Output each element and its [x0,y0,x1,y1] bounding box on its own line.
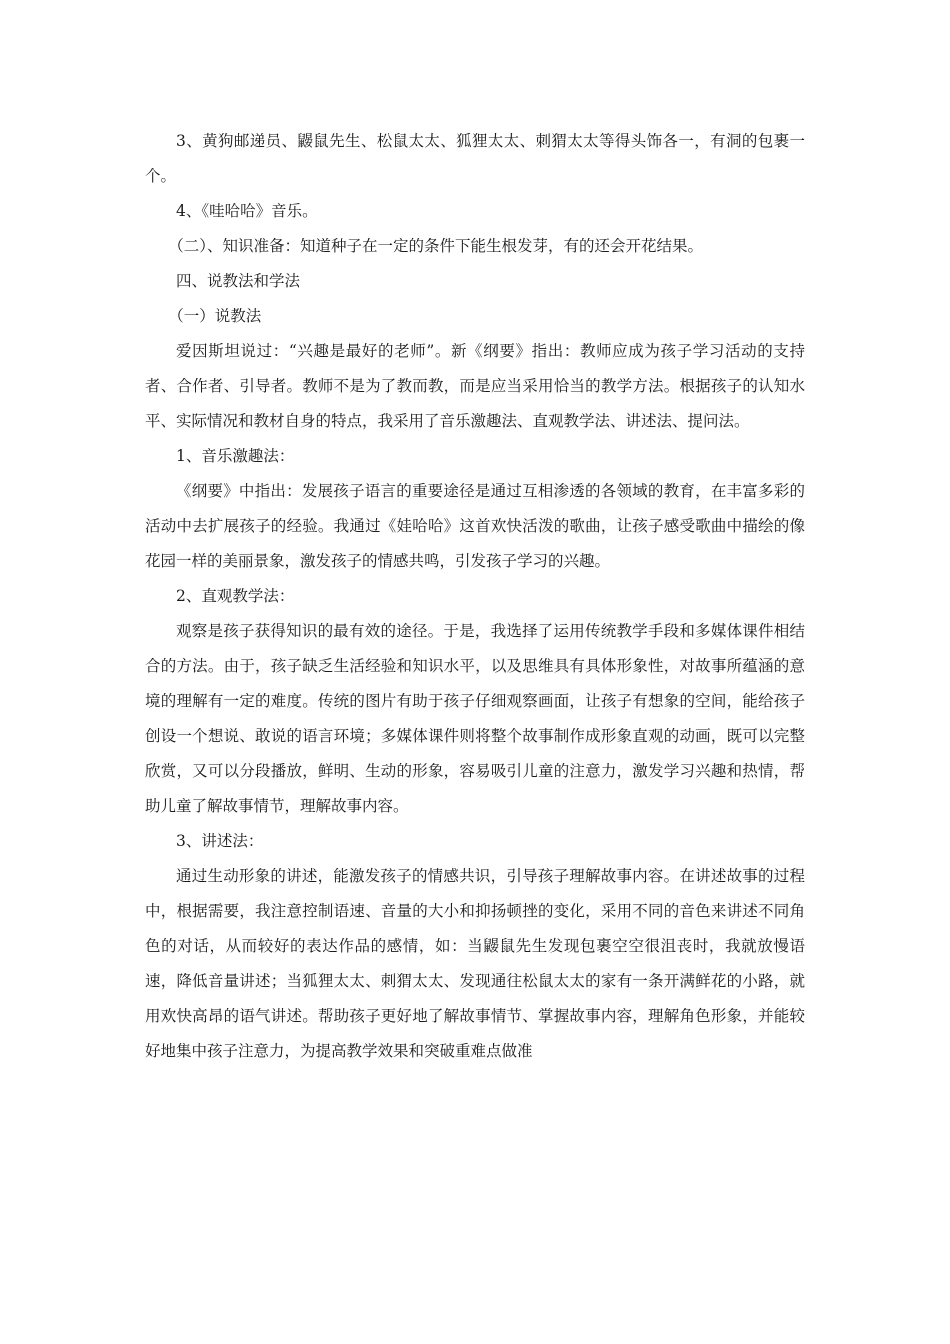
subheading-music-method: 1、音乐激趣法： [176,447,295,465]
paragraph-einstein: 爱因斯坦说过：“兴趣是最好的老师”。新《纲要》指出：教师应成为孩子学习活动的支持者、合作者、引导者。教师不是为了教而教，而是应当采用恰当的教学方法。根据孩子的认知水平、实际情况和教材自身的特点，我采用了音乐激趣法、直观教学法、讲述法、提问法。 [145,342,805,430]
paragraph-materials-3: 3、黄狗邮递员、鼹鼠先生、松鼠太太、狐狸太太、刺猬太太等得头饰各一，有洞的包裹一个。 [145,132,805,185]
section-heading-methods: 四、说教法和学法 [176,272,301,290]
paragraph-music-method: 《纲要》中指出：发展孩子语言的重要途径是通过互相渗透的各领域的教育，在丰富多彩的活动中去扩展孩子的经验。我通过《娃哈哈》这首欢快活泼的歌曲，让孩子感受歌曲中描绘的像花园一样的美丽景象，激发孩子的情感共鸣，引发孩子学习的兴趣。 [145,482,805,570]
document-page [145,124,805,1069]
paragraph-visual-method: 观察是孩子获得知识的最有效的途径。于是，我选择了运用传统教学手段和多媒体课件相结合的方法。由于，孩子缺乏生活经验和知识水平，以及思维具有具体形象性，对故事所蕴涵的意境的理解有一定的难度。传统的图片有助于孩子仔细观察画面，让孩子有想象的空间，能给孩子创设一个想说、敢说的语言环境；多媒体课件则将整个故事制作成形象直观的动画，既可以完整欣赏，又可以分段播放，鲜明、生动的形象，容易吸引儿童的注意力，激发学习兴趣和热情，帮助儿童了解故事情节，理解故事内容。 [145,622,805,815]
paragraph-materials-4: 4、《哇哈哈》音乐。 [176,202,318,220]
paragraph-narration-method: 通过生动形象的讲述，能激发孩子的情感共识，引导孩子理解故事内容。在讲述故事的过程中，根据需要，我注意控制语速、音量的大小和抑扬顿挫的变化，采用不同的音色来讲述不同角色的对话，从而较好的表达作品的感情，如：当鼹鼠先生发现包裹空空很沮丧时，我就放慢语速，降低音量讲述；当狐狸太太、刺猬太太、发现通往松鼠太太的家有一条开满鲜花的小路，就用欢快高昂的语气讲述。帮助孩子更好地了解故事情节、掌握故事内容，理解角色形象，并能较好地集中孩子注意力，为提高教学效果和突破重难点做准 [145,867,805,1060]
subheading-narration-method: 3、讲述法： [176,832,264,850]
subheading-visual-method: 2、直观教学法： [176,587,295,605]
subheading-teaching-method: （一）说教法 [168,307,262,325]
paragraph-knowledge-prep: （二）、知识准备：知道种子在一定的条件下能生根发芽，有的还会开花结果。 [168,237,704,255]
